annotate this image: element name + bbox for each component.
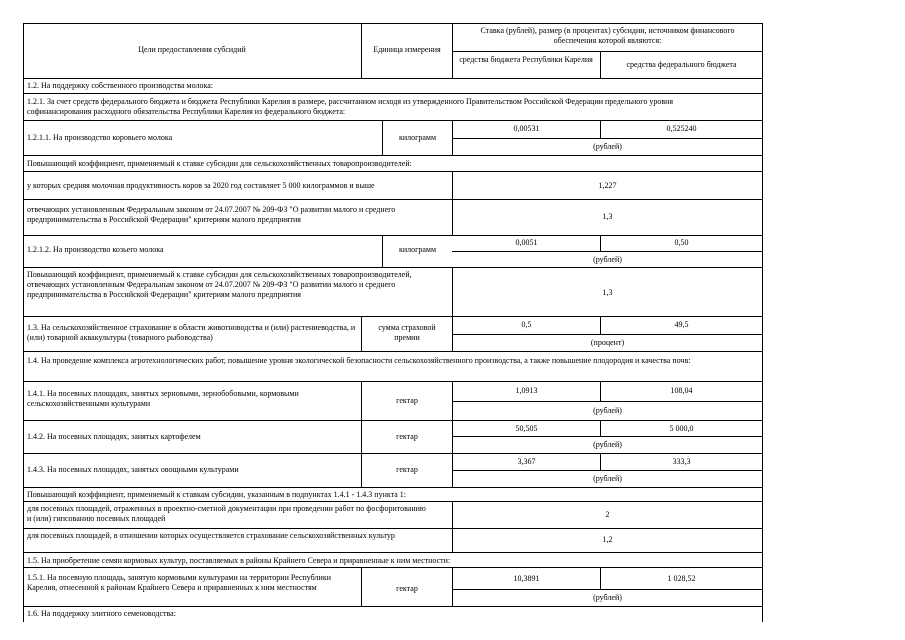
row-1-4-3-regional: 3,367 <box>517 457 536 466</box>
coef1-b-label: отвечающих установленным Федеральным законом от 24.07.2007 № 209-ФЗ "О развитии малого и среднего предпринимательства в Российской Федерации" критериям малого предприятия <box>27 205 398 224</box>
row-1-2-1-2-federal: 0,50 <box>674 238 689 247</box>
section-1-4: 1.4. На проведение комплекса агротехнологических работ, повышение уровня экологической безопасности сельскохозяйственного производства, а также повышение плодородия и качества почв: <box>27 356 691 365</box>
row-1-2-1-2-unit: килограмм <box>398 245 437 254</box>
row-1-4-2-measure: (рублей) <box>593 440 622 449</box>
row-1-4-1-measure: (рублей) <box>593 406 622 415</box>
row-1-5-1-measure: (рублей) <box>593 593 622 602</box>
coef1-b-value: 1,3 <box>602 212 613 221</box>
coef3-a-value: 2 <box>605 510 610 519</box>
coef3-b-value: 1,2 <box>602 535 613 544</box>
row-1-4-2-unit: гектар <box>396 432 418 441</box>
section-1-2-1: 1.2.1. За счет средств федерального бюджета и бюджета Республики Карелия в размере, рассчитанном исходя из утвержденного Правительством Российской Федерации предельного уровня софинансирования расходного обязательства Республики Карелия из федерального бюджета: <box>27 97 676 116</box>
row-1-3-federal: 49,5 <box>674 320 689 329</box>
coef1-title: Повышающий коэффициент, применяемый к ставке субсидии для сельскохозяйственных товаропроизводителей: <box>27 159 412 168</box>
coef3-title: Повышающий коэффициент, применяемый к ставкам субсидии, указанным в подпунктах 1.4.1 - 1.4.3 пункта 1: <box>27 490 407 499</box>
section-1-6: 1.6. На поддержку элитного семеноводства: <box>27 609 176 618</box>
header-regional: средства бюджета Республики Карелия <box>459 55 593 64</box>
row-1-3-label: 1.3. На сельскохозяйственное страхование в области животноводства и (или) растениеводства, и (или) товарной аквакультуры (товарного рыбоводства) <box>27 323 358 342</box>
row-1-4-3-federal: 333,3 <box>672 457 691 466</box>
row-1-4-2-label: 1.4.2. На посевных площадях, занятых картофелем <box>27 432 201 441</box>
row-1-4-1-regional: 1,0913 <box>515 386 538 395</box>
row-1-2-1-1-unit: килограмм <box>398 133 437 142</box>
coef1-a-value: 1,227 <box>598 181 617 190</box>
row-1-4-3-measure: (рублей) <box>593 474 622 483</box>
row-1-2-1-1-label: 1.2.1.1. На производство коровьего молока <box>27 133 173 142</box>
row-1-4-2-federal: 5 000,0 <box>669 424 694 433</box>
row-1-2-1-1-measure: (рублей) <box>593 142 622 151</box>
header-rate: Ставка (рублей), размер (в процентах) субсидии, источником финансового обеспечения которой являются: <box>480 26 737 45</box>
row-1-5-1-unit: гектар <box>396 584 418 593</box>
row-1-2-1-2-measure: (рублей) <box>593 255 622 264</box>
coef1-a-label: у которых средняя молочная продуктивность коров за 2020 год составляет 5 000 килограммов и выше <box>27 181 375 190</box>
row-1-2-1-2-label: 1.2.1.2. На производство козьего молока <box>27 245 164 254</box>
row-1-2-1-1-federal: 0,525240 <box>666 124 697 133</box>
row-1-4-2-regional: 50,505 <box>515 424 538 433</box>
header-goals: Цели предоставления субсидий <box>138 45 246 54</box>
row-1-3-regional: 0,5 <box>521 320 532 329</box>
row-1-3-unit: сумма страховой премии <box>378 323 438 342</box>
header-unit: Единица измерения <box>373 45 441 54</box>
section-1-5: 1.5. На приобретение семян кормовых культур, поставляемых в районы Крайнего Севера и приравненные к ним местности: <box>27 556 451 565</box>
row-1-2-1-1-regional: 0,00531 <box>513 124 540 133</box>
row-1-4-3-unit: гектар <box>396 465 418 474</box>
coef2-value: 1,3 <box>602 288 613 297</box>
coef3-a-label: для посевных площадей, отраженных в проектно-сметной документации при проведении работ по фосфоритованию и (или) гипсованию посевных площадей <box>27 504 428 523</box>
row-1-2-1-2-regional: 0,0051 <box>515 238 538 247</box>
row-1-3-measure: (процент) <box>590 338 625 347</box>
row-1-5-1-regional: 10,3891 <box>513 574 540 583</box>
row-1-4-1-label: 1.4.1. На посевных площадях, занятых зерновыми, зернобобовыми, кормовыми сельскохозяйственными культурами <box>27 389 301 408</box>
section-1-2: 1.2. На поддержку собственного производства молока: <box>27 81 214 90</box>
header-federal: средства федерального бюджета <box>626 60 737 69</box>
row-1-4-1-federal: 108,04 <box>670 386 693 395</box>
coef2-label: Повышающий коэффициент, применяемый к ставке субсидии для сельскохозяйственных товаропроизводителей, отвечающих установленным Федеральным законом от 24.07.2007 № 209-ФЗ "О развитии малого и среднего предпринимательства в Российской Федерации" критериям малого предприятия <box>27 270 414 299</box>
row-1-4-3-label: 1.4.3. На посевных площадях, занятых овощными культурами <box>27 465 239 474</box>
coef3-b-label: для посевных площадей, в отношении которых осуществляется страхование сельскохозяйственных культур <box>27 531 395 540</box>
row-1-5-1-federal: 1 028,52 <box>667 574 696 583</box>
row-1-5-1-label: 1.5.1. На посевную площадь, занятую кормовыми культурами на территории Республики Карелия, отнесенной к районам Крайнего Севера и приравненных к ним местностям <box>27 573 333 592</box>
row-1-4-1-unit: гектар <box>396 396 418 405</box>
